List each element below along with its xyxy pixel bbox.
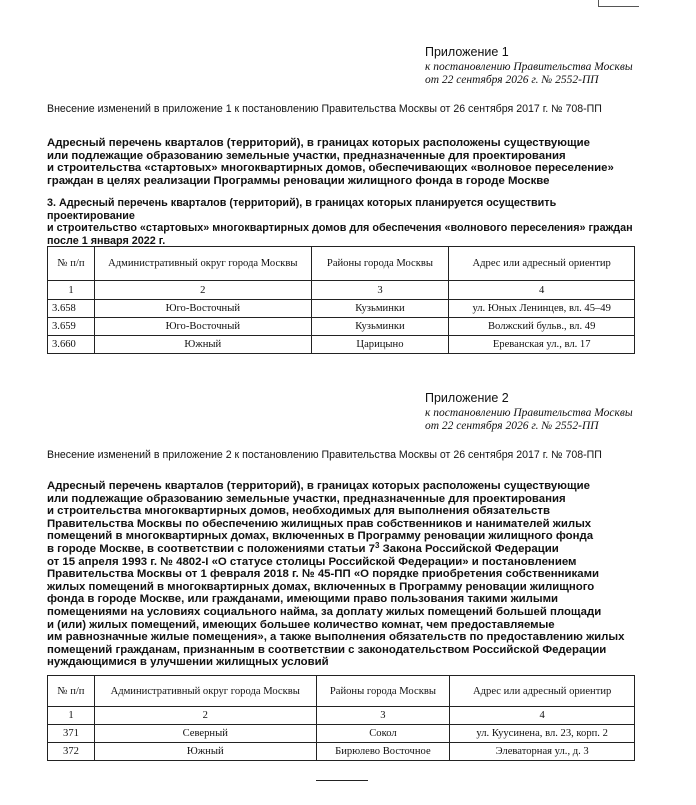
row-number: 3.660 [48, 336, 95, 354]
heading-line: от 15 апреля 1993 г. № 4802-I «О статусе столицы Российской Федерации» и постановлением [47, 555, 577, 568]
row-district: Южный [94, 336, 311, 354]
section-line: 3. Адресный перечень кварталов (территорий), в границах которых планируется осуществить проектирование [47, 197, 557, 222]
section-line: после 1 января 2022 г. [47, 234, 166, 247]
col-number: 1 [48, 281, 95, 300]
row-area: Сокол [316, 725, 450, 743]
col-number: 3 [316, 707, 450, 725]
appendix-2-heading [47, 480, 647, 669]
row-number: 371 [48, 725, 95, 743]
heading-line: и строительства «стартовых» многоквартирных домов, обеспечивающих «волновое переселение» [47, 162, 614, 175]
row-address: ул. Куусинена, вл. 23, корп. 2 [450, 725, 635, 743]
col-header-number: № п/п [48, 247, 95, 281]
appendix-1-table [47, 246, 635, 354]
heading-line: фонда в городе Москве, или гражданами, имеющими право пользования такими жилыми [47, 593, 559, 606]
heading-text: Закона Российской Федерации [379, 542, 559, 555]
col-number: 1 [48, 707, 95, 725]
appendix-2-table [47, 675, 635, 761]
table-row [48, 336, 635, 354]
appendix-1-title: Приложение 1 [425, 45, 509, 59]
row-area: Царицыно [311, 336, 449, 354]
row-area: Кузьминки [311, 318, 449, 336]
heading-line: помещений в многоквартирных домах, включенных в Программу реновации жилищного фонда [47, 530, 594, 543]
row-address: Элеваторная ул., д. 3 [450, 743, 635, 761]
col-number: 4 [450, 707, 635, 725]
table-column-numbers-row [48, 707, 635, 725]
row-number: 3.659 [48, 318, 95, 336]
heading-line: им равнозначные жилые помещения», а также выполнения обязательств по предоставлению жилых [47, 631, 625, 644]
heading-line: или подлежащие образованию земельные участки, предназначенные для проектирования [47, 492, 566, 505]
heading-line [47, 540, 647, 556]
row-district: Юго-Восточный [94, 300, 311, 318]
end-divider [316, 780, 368, 781]
col-number: 3 [311, 281, 449, 300]
appendix-1-resolution-date: от 22 сентября 2026 г. № 2552-ПП [425, 74, 599, 86]
table-row [48, 318, 635, 336]
section-line: и строительство «стартовых» многоквартирных домов для обеспечения «волнового переселения» граждан [47, 222, 633, 235]
heading-line: Правительства Москвы по обеспечению жилищных прав собственников и нанимателей жилых [47, 517, 592, 530]
table-row [48, 743, 635, 761]
col-header-area: Районы города Москвы [316, 676, 450, 707]
appendix-1-amendment-note: Внесение изменений в приложение 1 к постановлению Правительства Москвы от 26 сентября 2017 г. № 708-ПП [47, 103, 602, 115]
col-header-number: № п/п [48, 676, 95, 707]
appendix-2-amendment-note: Внесение изменений в приложение 2 к постановлению Правительства Москвы от 26 сентября 2017 г. № 708-ПП [47, 449, 602, 461]
heading-line: граждан в целях реализации Программы реновации жилищного фонда в городе Москве [47, 174, 550, 187]
heading-line: и (или) жилых помещений, имеющих большее количество комнат, чем предоставляемые [47, 618, 555, 631]
heading-line: и строительства многоквартирных домов, необходимых для выполнения обязательств [47, 505, 550, 518]
article-superscript: 3 [375, 540, 380, 550]
row-district: Юго-Восточный [94, 318, 311, 336]
row-number: 3.658 [48, 300, 95, 318]
appendix-2-header [425, 392, 633, 433]
col-number: 4 [449, 281, 635, 300]
appendix-1-section-3 [47, 197, 647, 247]
row-address: ул. Юных Ленинцев, вл. 45–49 [449, 300, 635, 318]
appendix-2-resolution-date: от 22 сентября 2026 г. № 2552-ПП [425, 420, 599, 432]
heading-line: или подлежащие образованию земельные участки, предназначенные для проектирования [47, 149, 566, 162]
appendix-1-heading [47, 137, 647, 187]
row-number: 372 [48, 743, 95, 761]
row-address: Волжский бульв., вл. 49 [449, 318, 635, 336]
col-header-area: Районы города Москвы [311, 247, 449, 281]
row-district: Южный [94, 743, 316, 761]
table-header-row [48, 676, 635, 707]
table-header-row [48, 247, 635, 281]
row-area: Бирюлево Восточное [316, 743, 450, 761]
col-number: 2 [94, 281, 311, 300]
table-row [48, 725, 635, 743]
heading-line: Адресный перечень кварталов (территорий), в границах которых расположены существующие [47, 137, 590, 149]
heading-line: помещений гражданам, признанным в соответствии с законодательством Российской Федерации [47, 643, 607, 656]
row-area: Кузьминки [311, 300, 449, 318]
row-address: Ереванская ул., вл. 17 [449, 336, 635, 354]
row-district: Северный [94, 725, 316, 743]
col-header-address: Адрес или адресный ориентир [449, 247, 635, 281]
col-header-district: Административный округ города Москвы [94, 247, 311, 281]
col-header-district: Административный округ города Москвы [94, 676, 316, 707]
heading-line: нуждающимися в улучшении жилищных условий [47, 656, 329, 669]
page-corner-mark [598, 0, 639, 7]
appendix-1-header [425, 46, 633, 87]
table-row [48, 300, 635, 318]
appendix-1-resolution-ref: к постановлению Правительства Москвы [425, 61, 633, 73]
heading-line: помещениями на условиях социального найма, за доплату жилых помещений большей площади [47, 605, 602, 618]
heading-line: Адресный перечень кварталов (территорий), в границах которых расположены существующие [47, 480, 590, 492]
col-number: 2 [94, 707, 316, 725]
table-column-numbers-row [48, 281, 635, 300]
appendix-2-resolution-ref: к постановлению Правительства Москвы [425, 407, 633, 419]
heading-line: жилых помещений в многоквартирных домах, включенных в Программу реновации жилищного [47, 580, 595, 593]
appendix-2-title: Приложение 2 [425, 391, 509, 405]
col-header-address: Адрес или адресный ориентир [450, 676, 635, 707]
heading-text: в городе Москве, в соответствии с положениями статьи 7 [47, 542, 375, 555]
heading-line: Правительства Москвы от 1 февраля 2018 г. № 45-ПП «О порядке приобретения собственниками [47, 568, 600, 581]
